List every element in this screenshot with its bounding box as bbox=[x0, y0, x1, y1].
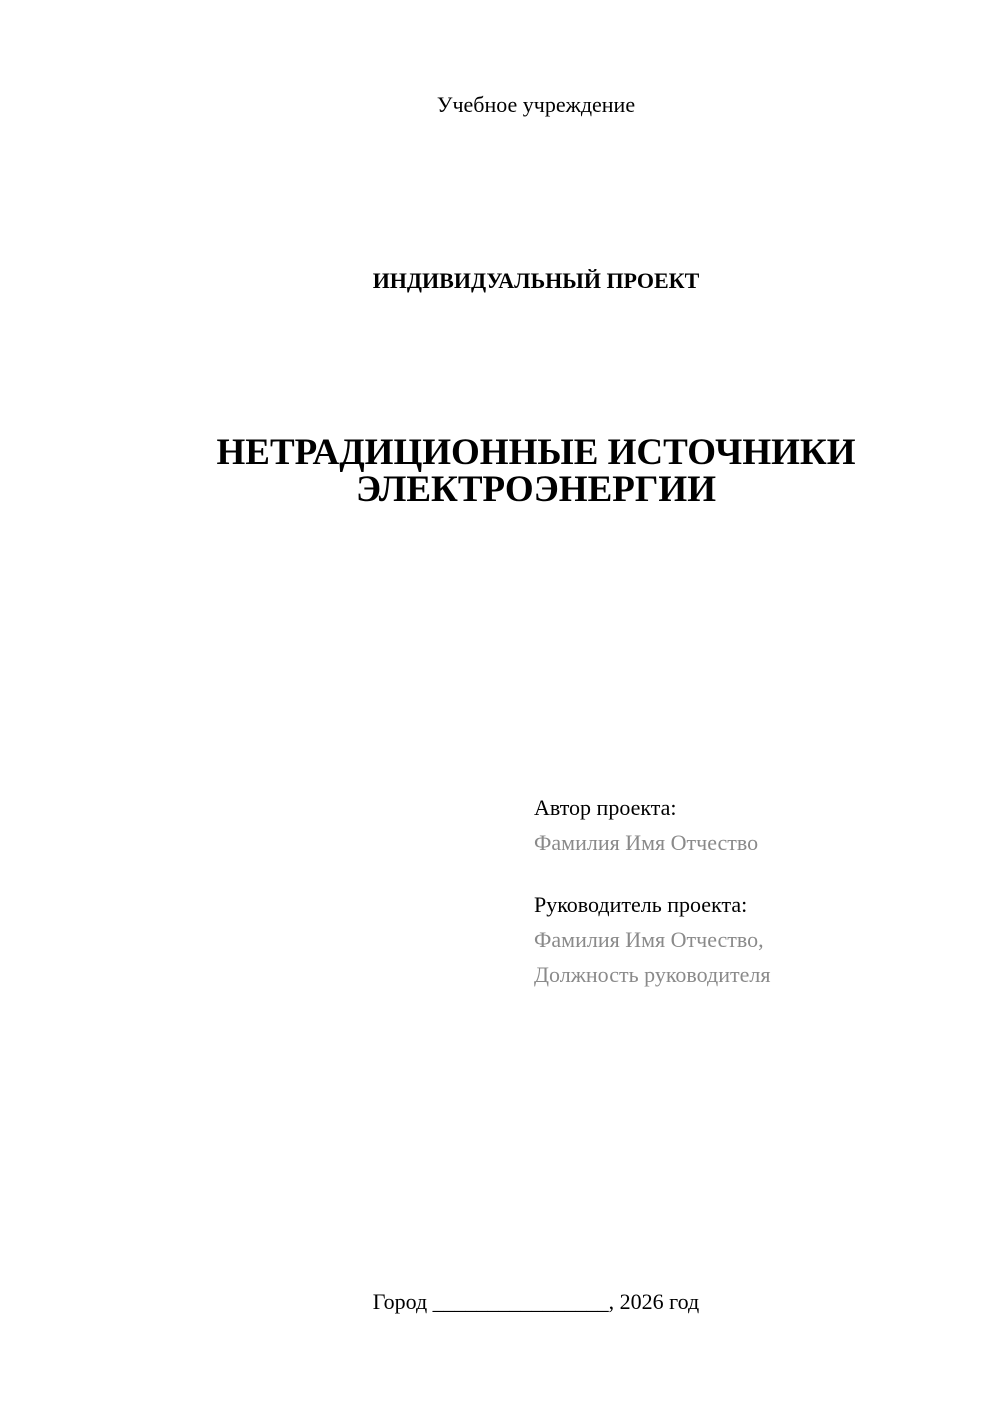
footer-city-year bbox=[0, 1289, 1000, 1315]
city-label: Город bbox=[372, 1289, 428, 1314]
city-blank: ________________ bbox=[432, 1289, 609, 1314]
author-name: Фамилия Имя Отчество bbox=[534, 830, 759, 855]
credits-spacer bbox=[534, 860, 770, 887]
author-label: Автор проекта: bbox=[534, 795, 677, 820]
project-type-heading: ИНДИВИДУАЛЬНЫЙ ПРОЕКТ bbox=[372, 268, 700, 293]
project-title-line-2: ЭЛЕКТРОЭНЕРГИИ bbox=[356, 469, 716, 510]
institution-name: Учебное учреждение bbox=[436, 92, 636, 117]
project-title bbox=[0, 434, 1000, 508]
supervisor-label: Руководитель проекта: bbox=[534, 892, 748, 917]
supervisor-position: Должность руководителя bbox=[534, 962, 771, 987]
project-title-line-1: НЕТРАДИЦИОННЫЕ ИСТОЧНИКИ bbox=[216, 432, 856, 473]
credits-block bbox=[534, 790, 770, 992]
year-text: , 2026 год bbox=[608, 1289, 700, 1314]
supervisor-name: Фамилия Имя Отчество, bbox=[534, 927, 764, 952]
